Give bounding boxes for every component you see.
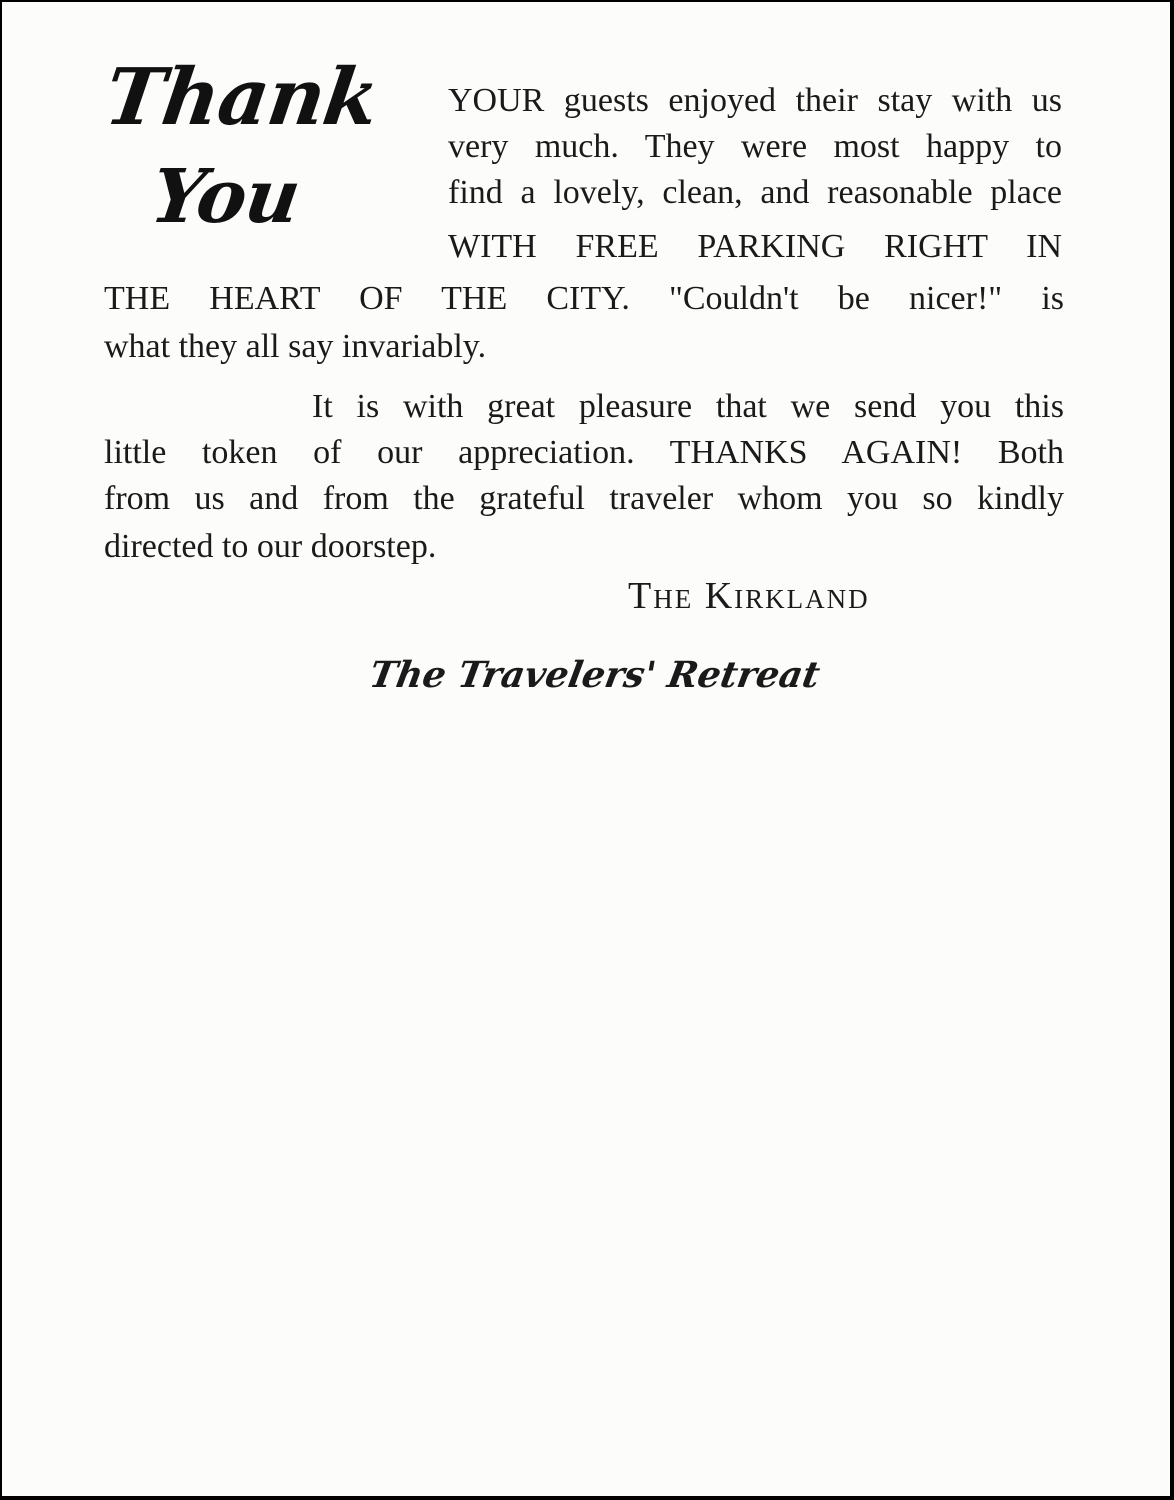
signature: The Kirkland (628, 575, 870, 617)
paragraph-1-line-5: THE HEART OF THE CITY. "Couldn't be nicer!" is (104, 280, 1064, 317)
paragraph-1-line-6: what they all say invariably. (104, 328, 487, 365)
paragraph-2-line-2: little token of our appreciation. THANKS AGAIN! Both (104, 434, 1064, 471)
heading-you: You (145, 154, 305, 240)
paragraph-1-line-2: very much. They were most happy to (448, 128, 1062, 165)
paragraph-1-line-1: YOUR guests enjoyed their stay with us (448, 82, 1062, 119)
paragraph-1-line-3: find a lovely, clean, and reasonable place (448, 174, 1062, 211)
paragraph-2-line-3: from us and from the grateful traveler whom you so kindly (104, 480, 1064, 517)
paragraph-2-line-4: directed to our doorstep. (104, 528, 437, 565)
paragraph-2-line-1: It is with great pleasure that we send you this (312, 388, 1064, 425)
heading-thank: Thank (99, 52, 384, 143)
tagline: The Travelers' Retreat (366, 654, 824, 696)
thank-you-card (2, 2, 1170, 1496)
paragraph-1-line-4: WITH FREE PARKING RIGHT IN (448, 228, 1062, 265)
